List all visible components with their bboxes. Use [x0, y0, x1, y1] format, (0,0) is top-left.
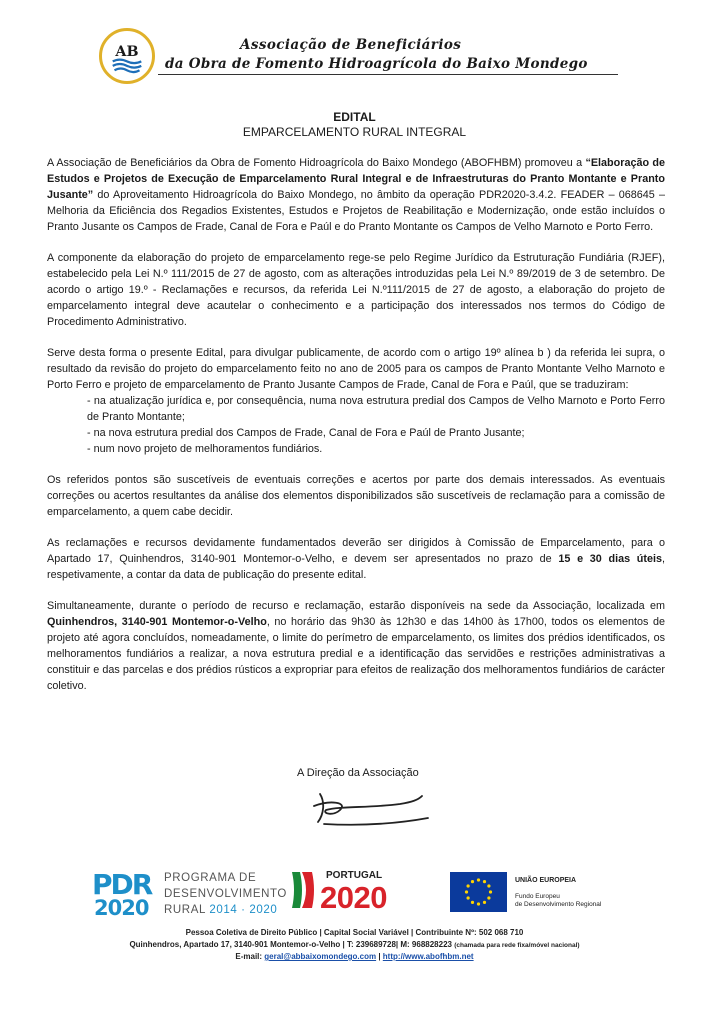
eu-text — [515, 877, 601, 909]
pdr-mark-bottom: 2020 — [94, 896, 149, 920]
association-logo — [99, 28, 155, 84]
deadline-bold: 15 e 30 dias úteis — [558, 553, 663, 565]
portugal2020-logo — [290, 868, 435, 926]
eu-line-2: de Desenvolvimento Regional — [515, 901, 602, 908]
eu-flag-icon — [450, 872, 507, 912]
website-link[interactable]: http://www.abofhbm.net — [382, 952, 474, 961]
header-line-1: Associação de Beneficiários — [240, 37, 462, 53]
portugal-flag-icon — [290, 870, 316, 910]
legal-line-3 — [0, 952, 709, 961]
location-bold: Quinhendros, 3140-901 Montemor-o-Velho — [47, 616, 267, 628]
paragraph-5-text-a: As reclamações e recursos devidamente fundamentados deverão ser dirigidos à Comissão de Emparcelamento, para o Apartado 17, Quinhendros, 3140-901 Montemor-o-Velho, e devem ser apresentados no prazo de — [47, 537, 665, 565]
legal-line-2 — [0, 940, 709, 949]
paragraph-6-text-a: Simultaneamente, durante o período de recurso e reclamação, estarão disponíveis na sede da Associação, localizada em — [47, 600, 665, 612]
handwritten-signature — [300, 784, 435, 834]
signoff-text: A Direção da Associação — [297, 767, 419, 779]
pdr-line-2: DESENVOLVIMENTO — [164, 888, 287, 900]
logo-letters: AB — [115, 44, 139, 60]
paragraph-4: Os referidos pontos são suscetíveis de eventuais correções e acertos por parte dos demais interessados. As eventuais correções ou acertos resultantes da análise dos elementos disponibilizados são suscetíveis de reclamação para a comissão de emparcelamento, a quem cabe decidir. — [47, 474, 665, 518]
list-item: - na atualização jurídica e, por consequência, numa nova estrutura predial dos Campos de Velho Marnoto e Porto Ferro de Pranto Montante; — [87, 395, 665, 423]
portugal-year: 2020 — [320, 880, 387, 915]
eu-line-1: Fundo Europeu — [515, 893, 560, 900]
list-item: - num novo projeto de melhoramentos fundiários. — [87, 443, 323, 455]
list-item: - na nova estrutura predial dos Campos de Frade, Canal de Fora e Paúl de Pranto Jusante; — [87, 427, 525, 439]
pdr-line-1: PROGRAMA DE — [164, 872, 257, 884]
paragraph-6-text-c: , no horário das 9h30 às 12h30 e das 14h00 às 17h00, todos os elementos de projeto até agora concluídos, nomeadamente, o limite do perímetro de emparcelamento, os limites dos prédios identificados, os melhoramentos fundiários a realizar, a nova estrutura predial e a identificação das servidões e restrições administrativas a constituir e das parcelas e dos prédios rústicos a expropriar para efeitos de realização dos melhoramentos fundiários de carácter coletivo. — [47, 616, 665, 692]
paragraph-5-text-c: , respetivamente, a contar da data de publicação do presente edital. — [47, 553, 666, 581]
document-subtitle: EMPARCELAMENTO RURAL INTEGRAL — [242, 125, 467, 139]
paragraph-1-text-a: A Associação de Beneficiários da Obra de Fomento Hidroagrícola do Baixo Mondego (ABOFHBM) promoveu a — [47, 157, 586, 169]
legal-email-label: E-mail: — [235, 952, 265, 961]
document-title: EDITAL — [333, 110, 376, 124]
email-link[interactable]: geral@abbaixomondego.com — [264, 952, 377, 961]
pdr-text — [164, 870, 287, 918]
pdr-line-3-a: RURAL — [164, 904, 210, 916]
pdr2020-logo — [92, 870, 292, 925]
header-divider — [158, 74, 618, 75]
legal-call-note: (chamada para rede fixa/móvel nacional) — [454, 942, 580, 949]
portugal-word: PORTUGAL — [326, 870, 383, 881]
legal-line-1: Pessoa Coletiva de Direito Público | Capital Social Variável | Contribuinte Nº: 502 068 710 — [185, 928, 524, 937]
pdr-years: 2014 · 2020 — [209, 904, 278, 916]
outcomes-list — [47, 393, 665, 457]
pdr-mark — [92, 870, 152, 922]
paragraph-3-intro: Serve desta forma o presente Edital, para divulgar publicamente, de acordo com o artigo 19º alínea b ) da referida lei supra, o resultado da revisão do projeto do emparcelamento feito no ano de 2005 para os campos de Pranto Montante Velho Marnoto e Porto Ferro e projeto de emparcelamento de Pranto Jusante Campos de Frade, Canal de Fora e Paúl, que se traduziram: — [47, 347, 665, 391]
pdr-mark-top: PDR — [92, 868, 152, 901]
pdr-line-3 — [164, 902, 287, 918]
paragraph-2: A componente da elaboração do projeto de emparcelamento rege-se pelo Regime Jurídico da Estruturação Fundiária (RJEF), estabelecido pela Lei N.º 111/2015 de 27 de agosto, com as alterações introduzidas pela Lei N.º 89/2019 de 3 de setembro. De acordo o artigo 19.º - Reclamações e recursos, da referida Lei N.º111/2015 de 27 de agosto, a elaboração do projeto de emparcelamento integral deve acautelar o conhecimento e a participação dos interessados nos termos do Código de Procedimento Administrativo. — [47, 252, 665, 328]
legal-separator: | — [376, 952, 383, 961]
project-title-bold: “Elaboração de Estudos e Projetos de Execução de Emparcelamento Rural Integral e de Infraestruturas do Pranto Montante e Pranto Jusante” — [47, 157, 665, 201]
paragraph-6 — [47, 598, 665, 694]
eu-title: UNIÃO EUROPEIA — [515, 877, 577, 884]
header-line-2: da Obra de Fomento Hidroagrícola do Baixo Mondego — [165, 56, 588, 72]
legal-address: Quinhendros, Apartado 17, 3140-901 Montemor-o-Velho | T: 239689728| M: 968828223 — [129, 940, 455, 949]
paragraph-5 — [47, 535, 665, 583]
paragraph-1 — [47, 155, 665, 235]
paragraph-1-text-c: do Aproveitamento Hidroagrícola do Baixo Mondego, no âmbito da operação PDR2020-3.4.2. FEADER – 068645 – Melhoria da Eficiência dos Regadios Existentes, Estudos e Projetos de Reabilitação e Modernização, onde estão incluídos o Pranto Jusante os Campos de Frade, Canal de Fora e Paúl e do Pranto Montante os Campos de Velho Marnoto e Porto Ferro. — [47, 189, 665, 233]
document-body — [47, 155, 665, 709]
paragraph-3 — [47, 345, 665, 457]
